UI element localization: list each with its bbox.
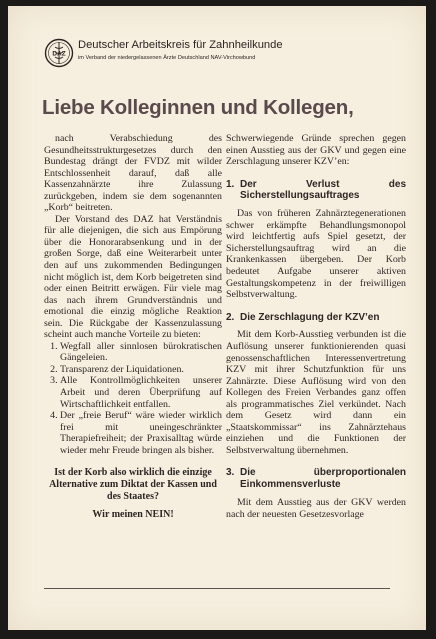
list-item: 3. Alle Kontrollmöglichkeiten unserer Arbeit und deren Überprüfung auf Wirtschaftlichkeit entfallen. xyxy=(60,375,222,410)
section-heading-1 xyxy=(226,179,406,203)
list-item: 1. Wegfall aller sinnlosen bürokratischen Gängeleien. xyxy=(60,341,222,364)
closing-answer: Wir meinen NEIN! xyxy=(92,508,174,520)
left-paragraph-1: nach Verabschiedung des Gesundheitsstrukturgesetzes durch den Bundestag drängt der FVDZ mit wilder Entschlossenheit darauf, daß alle Kassenzahnärzte ihre Zulassung zurückgeben, indem sie dem sogenannten „Korb“ beitreten. xyxy=(44,133,222,214)
org-name: Deutscher Arbeitskreis für Zahnheilkunde xyxy=(78,39,283,51)
section-number: 1. xyxy=(226,178,235,190)
closing-question: Ist der Korb also wirklich die einzige Alternative zum Diktat der Kassen und des Staates? xyxy=(49,467,217,502)
section-text-2: Mit dem Korb-Ausstieg verbunden ist die Auflösung unserer funktionierenden quasi genossenschaftlichen Interessenvertretung KZV mit ihrer Schutzfunktion für uns Zahnärzte. Diese Auflösung wird von den Kollegen des Freien Verbandes ganz offen als programmatisches Ziel verkündet. Nach dem Gesetz wird dann ein „Staatskommissar“ ins Zahnärztehaus einziehen und die Funktionen der Selbstverwaltung übernehmen. xyxy=(226,329,406,456)
section-title: Die überproportionalen Einkommensverluste xyxy=(240,467,406,491)
right-intro: Schwerwiegende Gründe sprechen gegen einen Ausstieg aus der GKV und gegen eine Zerschlagung unserer KZV’en: xyxy=(226,133,406,168)
section-heading-3 xyxy=(226,467,406,491)
left-paragraph-2: Der Vorstand des DAZ hat Verständnis für alle diejenigen, die sich aus Empörung über die Honorarabsenkung und in der großen Sorge, daß eine Weiterarbeit unter den auf uns zukommenden Bedingungen nicht möglich ist, dem Korb beigetreten sind oder einen Beitritt erwägen. Für viele mag das nach ihrem Grundverständnis und emotional die einzig mögliche Reaktion sein. Die Rückgabe der Kassenzulassung scheint auch manche Vorteile zu bieten: xyxy=(44,213,222,341)
closing-block xyxy=(44,467,222,520)
page-headline: Liebe Kolleginnen und Kollegen, xyxy=(42,96,354,119)
list-item: 2. Transparenz der Liquidationen. xyxy=(60,364,222,376)
left-column xyxy=(44,133,222,521)
advantages-list xyxy=(44,341,222,456)
section-title: Die Zerschlagung der KZV’en xyxy=(240,311,380,323)
section-number: 2. xyxy=(226,311,235,323)
section-text-3: Mit dem Ausstieg aus der GKV werden nach der neuesten Gesetzesvorlage xyxy=(226,497,406,520)
org-subtitle: im Verband der niedergelassenen Ärzte Deutschland NAV-Virchowbund xyxy=(78,55,256,61)
section-text-1: Das von früheren Zahnärztegenerationen schwer erkämpfte Behandlungsmonopol wird leichtfertig aufs Spiel gesetzt, der Sicherstellungsauftrag wird an die Krankenkassen übergeben. Der Korb bedeutet Aufgabe unserer aktiven Gestaltungskompetenz in der freiwilligen Selbstverwaltung. xyxy=(226,208,406,301)
section-number: 3. xyxy=(226,467,235,479)
list-item: 4. Der „freie Beruf“ wäre wieder wirklich frei mit uneingeschränkter Therapiefreiheit; der Praxisalltag würde wieder mehr Freude bringen als bisher. xyxy=(60,410,222,456)
section-heading-2 xyxy=(226,312,406,324)
section-title: Der Verlust des Sicherstellungsauftrages xyxy=(240,178,406,202)
bottom-divider xyxy=(44,588,390,589)
right-column xyxy=(226,133,406,520)
daz-logo-icon xyxy=(44,38,74,68)
logo-lettering: DAZ xyxy=(52,50,66,58)
document-page xyxy=(8,6,426,630)
